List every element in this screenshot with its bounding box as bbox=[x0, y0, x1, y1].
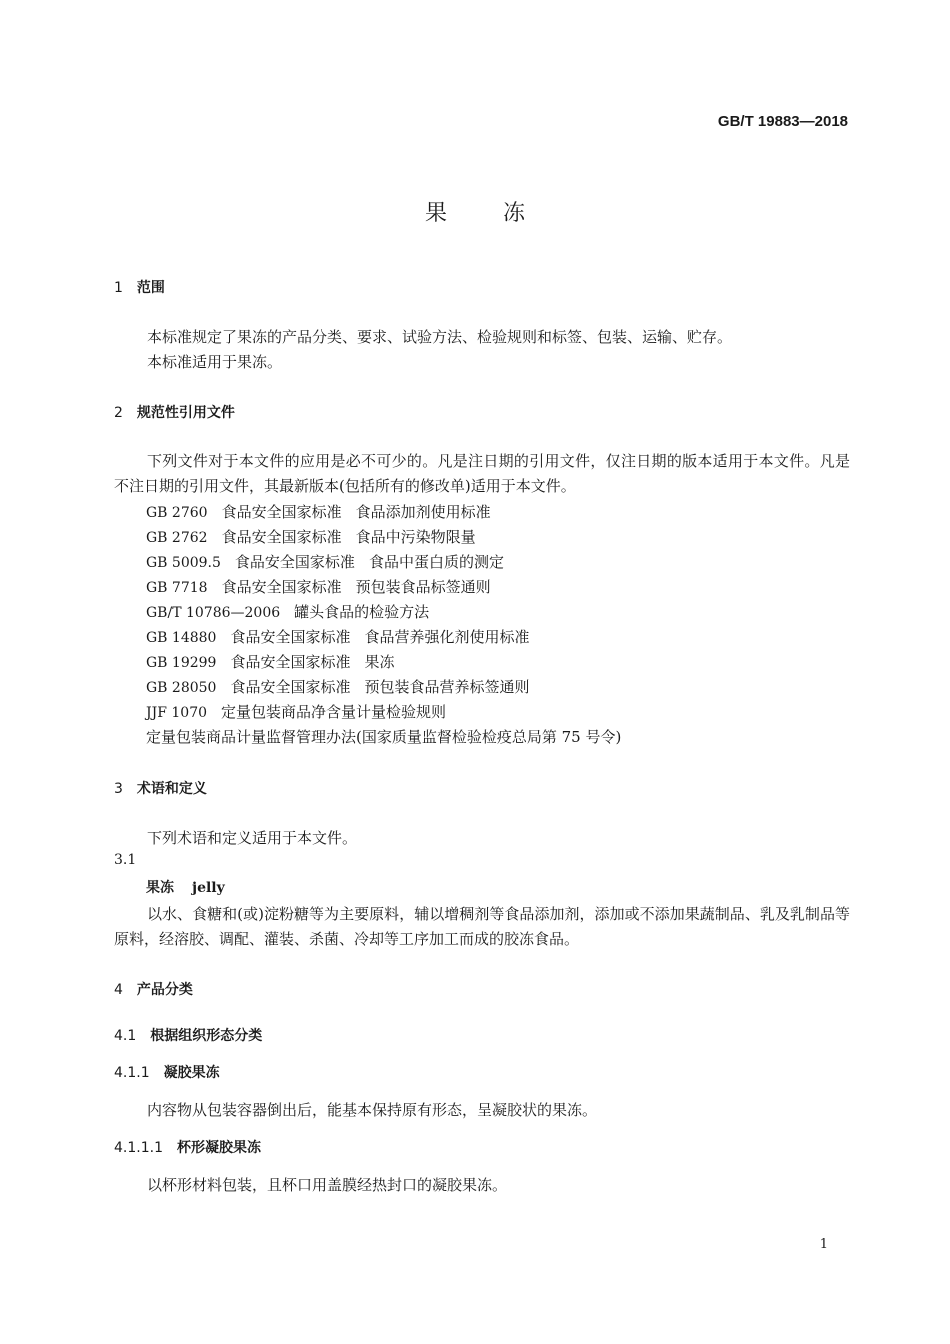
reference-code: JJF 1070 bbox=[146, 705, 208, 721]
reference-title: 食品安全国家标准 bbox=[221, 578, 342, 596]
section-number: 4 bbox=[114, 982, 123, 998]
section-1-heading bbox=[114, 277, 165, 297]
section-number: 4.1.1 bbox=[114, 1065, 150, 1081]
reference-title: 食品安全国家标准 bbox=[230, 628, 351, 646]
section-4-heading bbox=[114, 979, 193, 999]
reference-code: GB 5009.5 bbox=[146, 555, 221, 571]
reference-item bbox=[146, 676, 530, 697]
subsection-4-1-1-heading bbox=[114, 1062, 220, 1082]
reference-title: 食品安全国家标准 bbox=[221, 503, 342, 521]
reference-item bbox=[146, 626, 530, 647]
reference-subtitle: 食品添加剂使用标准 bbox=[355, 503, 491, 521]
reference-code: GB 2760 bbox=[146, 505, 208, 521]
reference-code: GB/T 10786—2006 bbox=[146, 605, 281, 621]
paragraph: 本标准规定了果冻的产品分类、要求、试验方法、检验规则和标签、包装、运输、贮存。 bbox=[147, 328, 733, 346]
reference-title: 食品安全国家标准 bbox=[230, 678, 351, 696]
reference-item bbox=[146, 551, 504, 572]
reference-code: GB 7718 bbox=[146, 580, 208, 596]
reference-title: 食品安全国家标准 bbox=[221, 528, 342, 546]
reference-item bbox=[146, 601, 429, 622]
section-number: 3 bbox=[114, 781, 123, 797]
term-chinese: 果冻 bbox=[146, 880, 174, 896]
section-2-heading bbox=[114, 402, 235, 422]
reference-subtitle: 食品营养强化剂使用标准 bbox=[364, 628, 530, 646]
reference-title: 定量包装商品净含量计量检验规则 bbox=[221, 703, 447, 721]
reference-subtitle: 预包装食品营养标签通则 bbox=[364, 678, 530, 696]
section-title: 产品分类 bbox=[136, 982, 193, 998]
standard-number: GB/T 19883—2018 bbox=[717, 113, 848, 130]
term-entry bbox=[146, 877, 225, 897]
section-title: 规范性引用文件 bbox=[136, 405, 235, 421]
term-definition: 以水、食糖和(或)淀粉糖等为主要原料，辅以增稠剂等食品添加剂，添加或不添加果蔬制品、乳及乳制品等原料，经溶胶、调配、灌装、杀菌、冷却等工序加工而成的胶冻食品。 bbox=[114, 905, 850, 948]
paragraph: 内容物从包装容器倒出后，能基本保持原有形态，呈凝胶状的果冻。 bbox=[147, 1101, 598, 1119]
reference-item bbox=[146, 701, 446, 722]
subsection-4-1-1-1-heading bbox=[114, 1137, 261, 1157]
term-number: 3.1 bbox=[114, 852, 137, 868]
section-title: 术语和定义 bbox=[136, 781, 207, 797]
reference-title: 食品安全国家标准 bbox=[234, 553, 355, 571]
reference-item bbox=[146, 651, 395, 672]
page-number: 1 bbox=[819, 1237, 828, 1252]
reference-item bbox=[146, 576, 491, 597]
reference-subtitle: 预包装食品标签通则 bbox=[355, 578, 491, 596]
section-number: 1 bbox=[114, 280, 123, 296]
document-title: 果冻 bbox=[424, 201, 581, 226]
section-number: 2 bbox=[114, 405, 123, 421]
section-3-heading bbox=[114, 778, 207, 798]
reference-subtitle: 果冻 bbox=[364, 653, 395, 671]
reference-subtitle: 食品中污染物限量 bbox=[355, 528, 476, 546]
reference-code: GB 19299 bbox=[146, 655, 217, 671]
paragraph: 以杯形材料包装，且杯口用盖膜经热封口的凝胶果冻。 bbox=[147, 1176, 508, 1194]
reference-item bbox=[146, 501, 491, 522]
paragraph: 本标准适用于果冻。 bbox=[147, 353, 283, 371]
section-title: 杯形凝胶果冻 bbox=[176, 1140, 261, 1156]
reference-code: GB 14880 bbox=[146, 630, 217, 646]
term-english: jelly bbox=[192, 880, 225, 896]
reference-item bbox=[146, 526, 476, 547]
section-title: 根据组织形态分类 bbox=[150, 1028, 263, 1044]
reference-title: 罐头食品的检验方法 bbox=[294, 603, 430, 621]
reference-subtitle: 食品中蛋白质的测定 bbox=[368, 553, 504, 571]
paragraph: 下列术语和定义适用于本文件。 bbox=[147, 829, 358, 847]
reference-code: GB 28050 bbox=[146, 680, 217, 696]
section-title: 凝胶果冻 bbox=[163, 1065, 220, 1081]
section-title: 范围 bbox=[136, 280, 165, 296]
paragraph: 下列文件对于本文件的应用是必不可少的。凡是注日期的引用文件，仅注日期的版本适用于本文件。凡是不注日期的引用文件，其最新版本(包括所有的修改单)适用于本文件。 bbox=[114, 452, 850, 495]
reference-item: 定量包装商品计量监督管理办法(国家质量监督检验检疫总局第 75 号令) bbox=[146, 728, 622, 746]
subsection-4-1-heading bbox=[114, 1025, 262, 1045]
reference-code: GB 2762 bbox=[146, 530, 208, 546]
section-number: 4.1 bbox=[114, 1028, 137, 1044]
reference-title: 食品安全国家标准 bbox=[230, 653, 351, 671]
section-number: 4.1.1.1 bbox=[114, 1140, 163, 1156]
